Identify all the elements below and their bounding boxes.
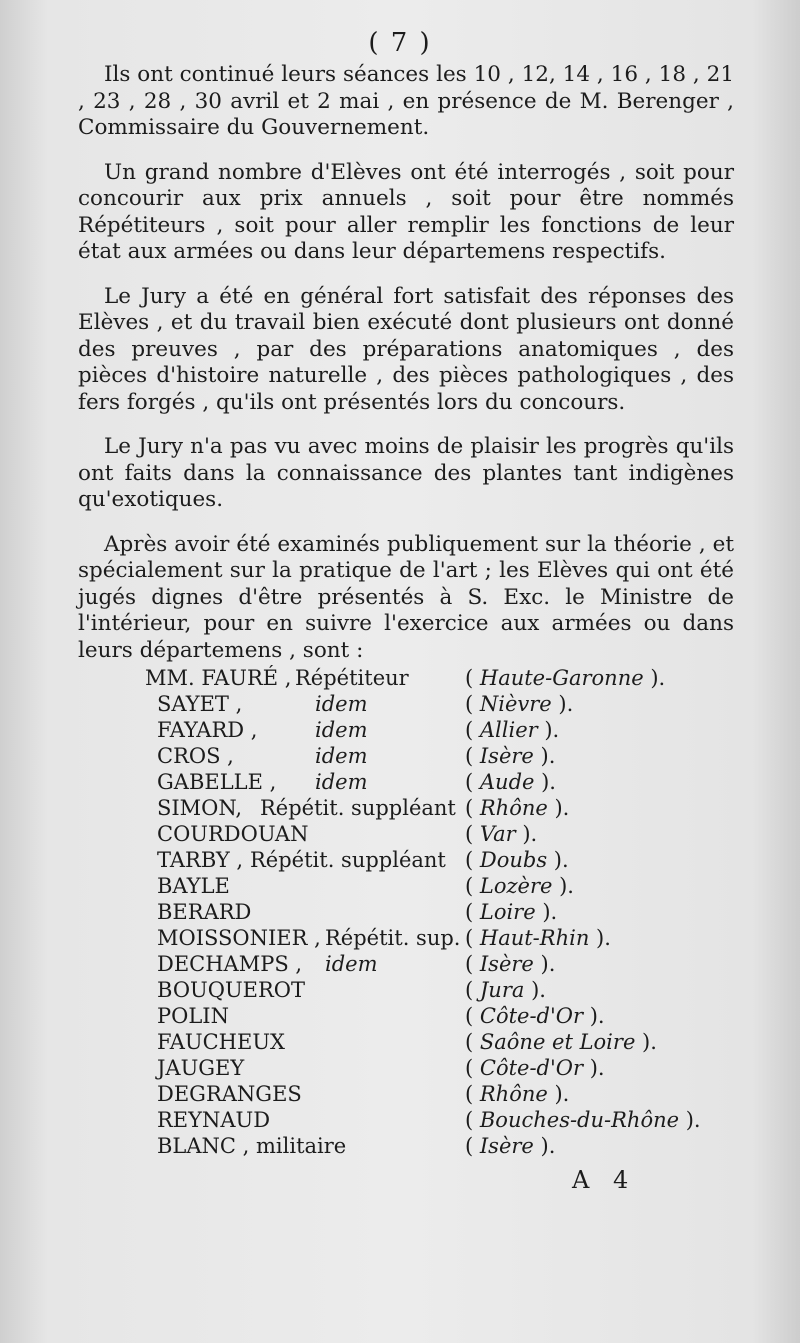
student-name: FAYARD , — [157, 718, 258, 742]
department-name: Isère — [479, 952, 534, 976]
student-row — [145, 978, 725, 1004]
department-name: Isère — [479, 744, 534, 768]
student-department: ( Nièvre ). — [465, 692, 574, 716]
student-department: ( Var ). — [465, 822, 538, 846]
student-department: ( Haut-Rhin ). — [465, 926, 611, 950]
student-role: idem — [315, 770, 368, 794]
student-department: ( Lozère ). — [465, 874, 574, 898]
department-name: Lozère — [479, 874, 553, 898]
student-department: ( Haute-Garonne ). — [465, 666, 666, 690]
student-name: JAUGEY — [157, 1056, 245, 1080]
student-row — [145, 1082, 725, 1108]
student-name: COURDOUAN — [157, 822, 309, 846]
student-department: ( Aude ). — [465, 770, 556, 794]
paragraph: Le Jury a été en général fort satisfait des réponses des Elèves , et du travail bien exécuté dont plusieurs ont donné des preuves , par des préparations anatomiques , des pièces d'histoire naturelle , des pièces pathologiques , des fers forgés , qu'ils ont présentés lors du concours. — [78, 283, 734, 415]
student-row — [145, 718, 725, 744]
student-role: Répétit. suppléant — [250, 848, 446, 872]
department-close: ). — [635, 1030, 657, 1054]
student-department: ( Isère ). — [465, 744, 556, 768]
paragraph: Ils ont continué leurs séances les 10 , 12, 14 , 16 , 18 , 21 , 23 , 28 , 30 avril et 2 mai , en présence de M. Berenger , Commissaire du Gouvernement. — [78, 62, 734, 140]
student-name: REYNAUD — [157, 1108, 271, 1132]
department-name: Aude — [479, 770, 535, 794]
department-close: ). — [533, 952, 556, 976]
student-row — [145, 874, 725, 900]
department-name: Isère — [479, 1134, 534, 1158]
student-department: ( Loire ). — [465, 900, 558, 924]
student-role: idem — [315, 692, 368, 716]
student-name: BLANC , militaire — [157, 1134, 347, 1158]
department-name: Bouches-du-Rhône — [479, 1108, 680, 1132]
student-department: ( Côte-d'Or ). — [465, 1004, 605, 1028]
department-close: ). — [533, 744, 556, 768]
student-role: Répétit. suppléant — [260, 796, 456, 820]
student-row — [145, 1056, 725, 1082]
student-name: SAYET , — [157, 692, 243, 716]
department-name: Haute-Garonne — [479, 666, 644, 690]
department-name: Jura — [479, 978, 525, 1002]
student-name: SIMON, — [157, 796, 243, 820]
student-name: DEGRANGES — [157, 1082, 302, 1106]
department-close: ). — [537, 718, 560, 742]
student-row — [145, 848, 725, 874]
student-name: BERARD — [157, 900, 252, 924]
student-name: POLIN — [157, 1004, 229, 1028]
student-name: FAUCHEUX — [157, 1030, 285, 1054]
department-close: ). — [547, 796, 570, 820]
department-close: ). — [551, 692, 574, 716]
student-department: ( Bouches-du-Rhône ). — [465, 1108, 701, 1132]
department-close: ). — [589, 926, 611, 950]
department-close: ). — [533, 1134, 556, 1158]
department-name: Rhône — [479, 1082, 548, 1106]
student-row — [145, 744, 725, 770]
student-row — [145, 692, 725, 718]
student-department: ( Rhône ). — [465, 796, 570, 820]
department-name: Saône et Loire — [479, 1030, 636, 1054]
student-department: ( Rhône ). — [465, 1082, 570, 1106]
student-row — [145, 926, 725, 952]
student-row — [145, 952, 725, 978]
student-row — [145, 770, 725, 796]
student-department: ( Isère ). — [465, 952, 556, 976]
student-department: ( Côte-d'Or ). — [465, 1056, 605, 1080]
student-row — [145, 900, 725, 926]
student-department: ( Isère ). — [465, 1134, 556, 1158]
paragraph: Après avoir été examinés publiquement sur la théorie , et spécialement sur la pratique de l'art ; les Elèves qui ont été jugés dignes d'être présentés à S. Exc. le Ministre de l'intérieur, pour en suivre l'exercice aux armées ou dans leurs départemens , sont : — [78, 531, 734, 663]
student-name: MOISSONIER , — [157, 926, 321, 950]
student-row — [145, 1108, 725, 1134]
student-role: Répétiteur — [295, 666, 409, 690]
student-role: Répétit. sup. — [325, 926, 461, 950]
student-name: BAYLE — [157, 874, 230, 898]
department-close: ). — [583, 1004, 605, 1028]
department-name: Doubs — [479, 848, 548, 872]
student-row — [145, 1030, 725, 1056]
department-name: Allier — [479, 718, 538, 742]
department-name: Nièvre — [479, 692, 552, 716]
student-name: MM. FAURÉ , — [145, 666, 292, 690]
paragraph: Le Jury n'a pas vu avec moins de plaisir les progrès qu'ils ont faits dans la connaissance des plantes tant indigènes qu'exotiques. — [78, 434, 734, 512]
student-department: ( Jura ). — [465, 978, 546, 1002]
department-close: ). — [547, 1082, 570, 1106]
student-name: CROS , — [157, 744, 234, 768]
student-row — [145, 822, 725, 848]
department-name: Côte-d'Or — [479, 1056, 584, 1080]
student-name: GABELLE , — [157, 770, 277, 794]
department-name: Loire — [479, 900, 536, 924]
student-role: idem — [315, 718, 368, 742]
department-close: ). — [535, 900, 558, 924]
student-name: TARBY , — [157, 848, 244, 872]
signature-mark: A 4 — [572, 1166, 637, 1194]
department-name: Var — [479, 822, 516, 846]
paragraph: Un grand nombre d'Elèves ont été interrogés , soit pour concourir aux prix annuels , soit pour être nommés Répétiteurs , soit pour aller remplir les fonctions de leur état aux armées ou dans leur départemens respectifs. — [78, 159, 734, 264]
department-name: Haut-Rhin — [479, 926, 590, 950]
department-close: ). — [524, 978, 546, 1002]
student-row — [145, 1134, 725, 1160]
department-close: ). — [643, 666, 666, 690]
department-name: Côte-d'Or — [479, 1004, 584, 1028]
department-close: ). — [547, 848, 569, 872]
body-text — [78, 62, 734, 682]
department-close: ). — [552, 874, 574, 898]
student-role: idem — [315, 744, 368, 768]
student-row — [145, 1004, 725, 1030]
student-row — [145, 796, 725, 822]
department-close: ). — [515, 822, 538, 846]
department-close: ). — [583, 1056, 605, 1080]
student-row — [145, 666, 725, 692]
department-name: Rhône — [479, 796, 548, 820]
student-list — [145, 666, 725, 1160]
student-department: ( Saône et Loire ). — [465, 1030, 657, 1054]
department-close: ). — [534, 770, 556, 794]
student-name: BOUQUEROT — [157, 978, 306, 1002]
student-department: ( Doubs ). — [465, 848, 569, 872]
department-close: ). — [679, 1108, 701, 1132]
page-number: ( 7 ) — [368, 28, 432, 58]
student-name: DECHAMPS , — [157, 952, 303, 976]
student-role: idem — [325, 952, 378, 976]
student-department: ( Allier ). — [465, 718, 560, 742]
